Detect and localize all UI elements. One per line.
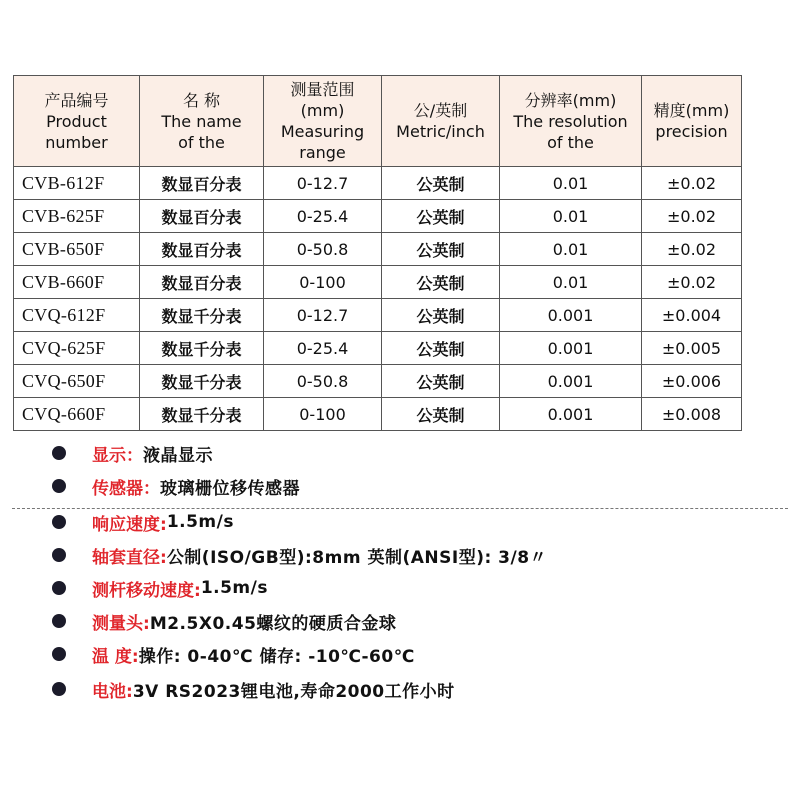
feature-label: 显示： xyxy=(92,445,143,466)
cell-metric-inch: 公英制 xyxy=(382,398,500,431)
cell-resolution: 0.01 xyxy=(500,200,642,233)
cell-range: 0-25.4 xyxy=(264,332,382,365)
cell-model: CVB-625F xyxy=(14,200,140,233)
spec-table xyxy=(13,75,742,431)
bullet-dot-icon xyxy=(52,682,66,696)
header-product-number: 产品编号 Product number xyxy=(14,76,140,167)
feature-label: 测量头: xyxy=(92,613,150,634)
header-precision: 精度(mm) precision xyxy=(642,76,742,167)
feature-item xyxy=(52,542,752,568)
feature-label: 响应速度: xyxy=(92,514,167,535)
cell-name: 数显百分表 xyxy=(140,200,264,233)
feature-label: 测杆移动速度: xyxy=(92,580,201,601)
cell-precision: ±0.02 xyxy=(642,200,742,233)
cell-metric-inch: 公英制 xyxy=(382,332,500,365)
table-header-row xyxy=(14,76,742,167)
bullet-dot-icon xyxy=(52,479,66,493)
feature-item xyxy=(52,608,752,634)
feature-value: 操作: 0-40℃ 储存: -10℃-60℃ xyxy=(138,646,415,667)
feature-label: 温 度: xyxy=(92,646,139,667)
cell-name: 数显千分表 xyxy=(140,365,264,398)
cell-metric-inch: 公英制 xyxy=(382,299,500,332)
cell-range: 0-12.7 xyxy=(264,299,382,332)
cell-name: 数显千分表 xyxy=(140,398,264,431)
cell-resolution: 0.001 xyxy=(500,365,642,398)
feature-value: 1.5m/s xyxy=(166,512,234,532)
bullet-dot-icon xyxy=(52,614,66,628)
cell-range: 0-50.8 xyxy=(264,365,382,398)
bullet-dot-icon xyxy=(52,446,66,460)
cell-precision: ±0.005 xyxy=(642,332,742,365)
feature-value: 1.5m/s xyxy=(200,578,268,598)
feature-item xyxy=(52,641,752,667)
cell-model: CVQ-625F xyxy=(14,332,140,365)
feature-label: 传感器： xyxy=(92,478,160,499)
cell-precision: ±0.004 xyxy=(642,299,742,332)
cell-range: 0-12.7 xyxy=(264,167,382,200)
cell-metric-inch: 公英制 xyxy=(382,365,500,398)
header-resolution: 分辨率(mm) The resolution of the xyxy=(500,76,642,167)
feature-value: 3V RS2023锂电池,寿命2000工作小时 xyxy=(132,681,455,702)
feature-item xyxy=(52,575,752,601)
feature-label: 轴套直径: xyxy=(92,547,167,568)
feature-value: 玻璃栅位移传感器 xyxy=(160,478,300,499)
cell-precision: ±0.02 xyxy=(642,266,742,299)
bullet-dot-icon xyxy=(52,548,66,562)
table-row xyxy=(14,266,742,299)
cell-precision: ±0.006 xyxy=(642,365,742,398)
cell-name: 数显百分表 xyxy=(140,266,264,299)
cell-precision: ±0.02 xyxy=(642,167,742,200)
table-row xyxy=(14,332,742,365)
table-row xyxy=(14,233,742,266)
cell-model: CVQ-650F xyxy=(14,365,140,398)
cell-range: 0-25.4 xyxy=(264,200,382,233)
cell-name: 数显千分表 xyxy=(140,299,264,332)
cell-resolution: 0.01 xyxy=(500,233,642,266)
table-row xyxy=(14,299,742,332)
table-row xyxy=(14,200,742,233)
cell-resolution: 0.01 xyxy=(500,167,642,200)
cell-resolution: 0.001 xyxy=(500,332,642,365)
bullet-dot-icon xyxy=(52,515,66,529)
cell-precision: ±0.02 xyxy=(642,233,742,266)
feature-item xyxy=(52,473,752,499)
feature-item xyxy=(52,676,752,702)
feature-value: 液晶显示 xyxy=(143,445,213,466)
header-name: 名 称 The name of the xyxy=(140,76,264,167)
table-body xyxy=(14,167,742,431)
cell-resolution: 0.01 xyxy=(500,266,642,299)
cell-precision: ±0.008 xyxy=(642,398,742,431)
cell-model: CVB-612F xyxy=(14,167,140,200)
cell-metric-inch: 公英制 xyxy=(382,167,500,200)
table-row xyxy=(14,398,742,431)
bullet-dot-icon xyxy=(52,581,66,595)
bullet-dot-icon xyxy=(52,647,66,661)
table-row xyxy=(14,167,742,200)
cell-model: CVQ-612F xyxy=(14,299,140,332)
cell-name: 数显千分表 xyxy=(140,332,264,365)
header-metric-inch: 公/英制 Metric/inch xyxy=(382,76,500,167)
cell-model: CVB-650F xyxy=(14,233,140,266)
cell-resolution: 0.001 xyxy=(500,299,642,332)
feature-item xyxy=(52,509,752,535)
cell-resolution: 0.001 xyxy=(500,398,642,431)
feature-value: 公制(ISO/GB型):8mm 英制(ANSI型): 3/8〃 xyxy=(166,547,548,568)
feature-value: M2.5X0.45螺纹的硬质合金球 xyxy=(149,613,397,634)
cell-metric-inch: 公英制 xyxy=(382,266,500,299)
cell-name: 数显百分表 xyxy=(140,233,264,266)
cell-metric-inch: 公英制 xyxy=(382,233,500,266)
cell-model: CVB-660F xyxy=(14,266,140,299)
feature-item xyxy=(52,440,752,466)
cell-range: 0-50.8 xyxy=(264,233,382,266)
cell-name: 数显百分表 xyxy=(140,167,264,200)
cell-range: 0-100 xyxy=(264,398,382,431)
feature-label: 电池: xyxy=(92,681,133,702)
table-row xyxy=(14,365,742,398)
cell-model: CVQ-660F xyxy=(14,398,140,431)
cell-range: 0-100 xyxy=(264,266,382,299)
cell-metric-inch: 公英制 xyxy=(382,200,500,233)
header-measuring-range: 测量范围 (mm) Measuring range xyxy=(264,76,382,167)
